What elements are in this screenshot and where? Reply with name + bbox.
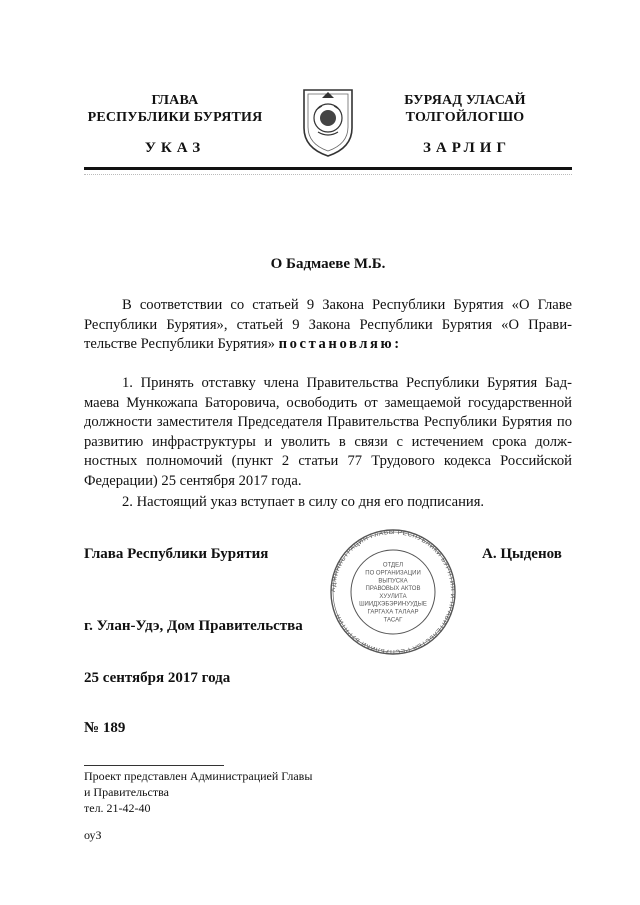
header-left-line1: ГЛАВА — [151, 93, 199, 108]
stamp-center-line: ТАСАГ — [383, 617, 403, 624]
item-2-paragraph: 2. Настоящий указ вступает в силу со дня его подписания. — [122, 494, 485, 510]
preamble-paragraph — [84, 296, 572, 355]
header-divider — [84, 167, 572, 170]
header-left — [80, 92, 270, 126]
stamp-center-line: ОТДЕЛ — [382, 562, 404, 569]
stamp-center-line: ГАРГАХА ТАЛААР — [367, 609, 419, 616]
header-left-line2: РЕСПУБЛИКИ БУРЯТИЯ — [87, 110, 263, 125]
decree-label-ru: УКАЗ — [144, 140, 206, 156]
document-code: оуЗ — [84, 828, 102, 842]
signature-position: Глава Республики Бурятия — [84, 546, 269, 562]
footnote-line-1: Проект представлен Администрацией Главы — [84, 769, 313, 783]
stamp-center-line: ШИИДХЭБЭРИНУУДЫЕ — [359, 601, 427, 608]
document-title: О Бадмаеве М.Б. — [270, 256, 386, 272]
footnote-line-2: и Правительства — [84, 785, 169, 799]
decree-number: № 189 — [84, 720, 126, 736]
coat-of-arms-icon — [296, 84, 360, 160]
signature-name: А. Цыденов — [482, 546, 562, 562]
header-dotted-divider — [84, 174, 572, 175]
header-right — [380, 92, 550, 126]
signing-place: г. Улан-Удэ, Дом Правительства — [84, 618, 303, 634]
footnote-line-3: тел. 21-42-40 — [84, 801, 151, 815]
stamp-center-line: ПРАВОВЫХ АКТОВ — [365, 586, 421, 593]
stamp-center-line: ПО ОРГАНИЗАЦИИ — [365, 570, 421, 577]
preamble-text: В соответствии со статьей 9 Закона Республики Бурятия «О Главе Республики Бурятия», статьей 9 Закона Республики Бурятия «О Прави-тельстве Республики Бурятия» — [84, 297, 572, 353]
header-right-line1: БУРЯАД УЛАСАЙ — [404, 93, 526, 108]
official-stamp — [305, 528, 481, 656]
stamp-center-line: ХУУЛИТА — [379, 593, 407, 600]
decree-label-bua: ЗАРЛИГ — [422, 140, 512, 156]
stamp-center-line: ВЫПУСКА — [378, 578, 408, 585]
item-1-paragraph: 1. Принять отставку члена Правительства Республики Бурятия Бад-маева Мункожапа Баторовича, освободить от замещаемой государственной должности заместителя Председателя Правительства Республики Бурятия по развитию инфраструктуры и уволить в связи с истечением срока долж-ностных полномочий (пункт 2 статьи 77 Трудового кодекса Российской Федерации) 25 сентября 2017 года. — [84, 375, 572, 489]
footnote-divider — [84, 765, 224, 766]
header-right-line2: ТОЛГОЙЛОГШО — [405, 110, 525, 125]
decision-word: постановляю: — [278, 336, 402, 353]
signing-date: 25 сентября 2017 года — [84, 670, 231, 686]
stamp-ring-text: АДМИНИСТРАЦИЯ ГЛАВЫ РЕСПУБЛИКИ БУРЯТИЯ И ПРАВИТЕЛЬСТВА РЕСПУБЛИКИ БУРЯТИЯ — [329, 528, 457, 656]
